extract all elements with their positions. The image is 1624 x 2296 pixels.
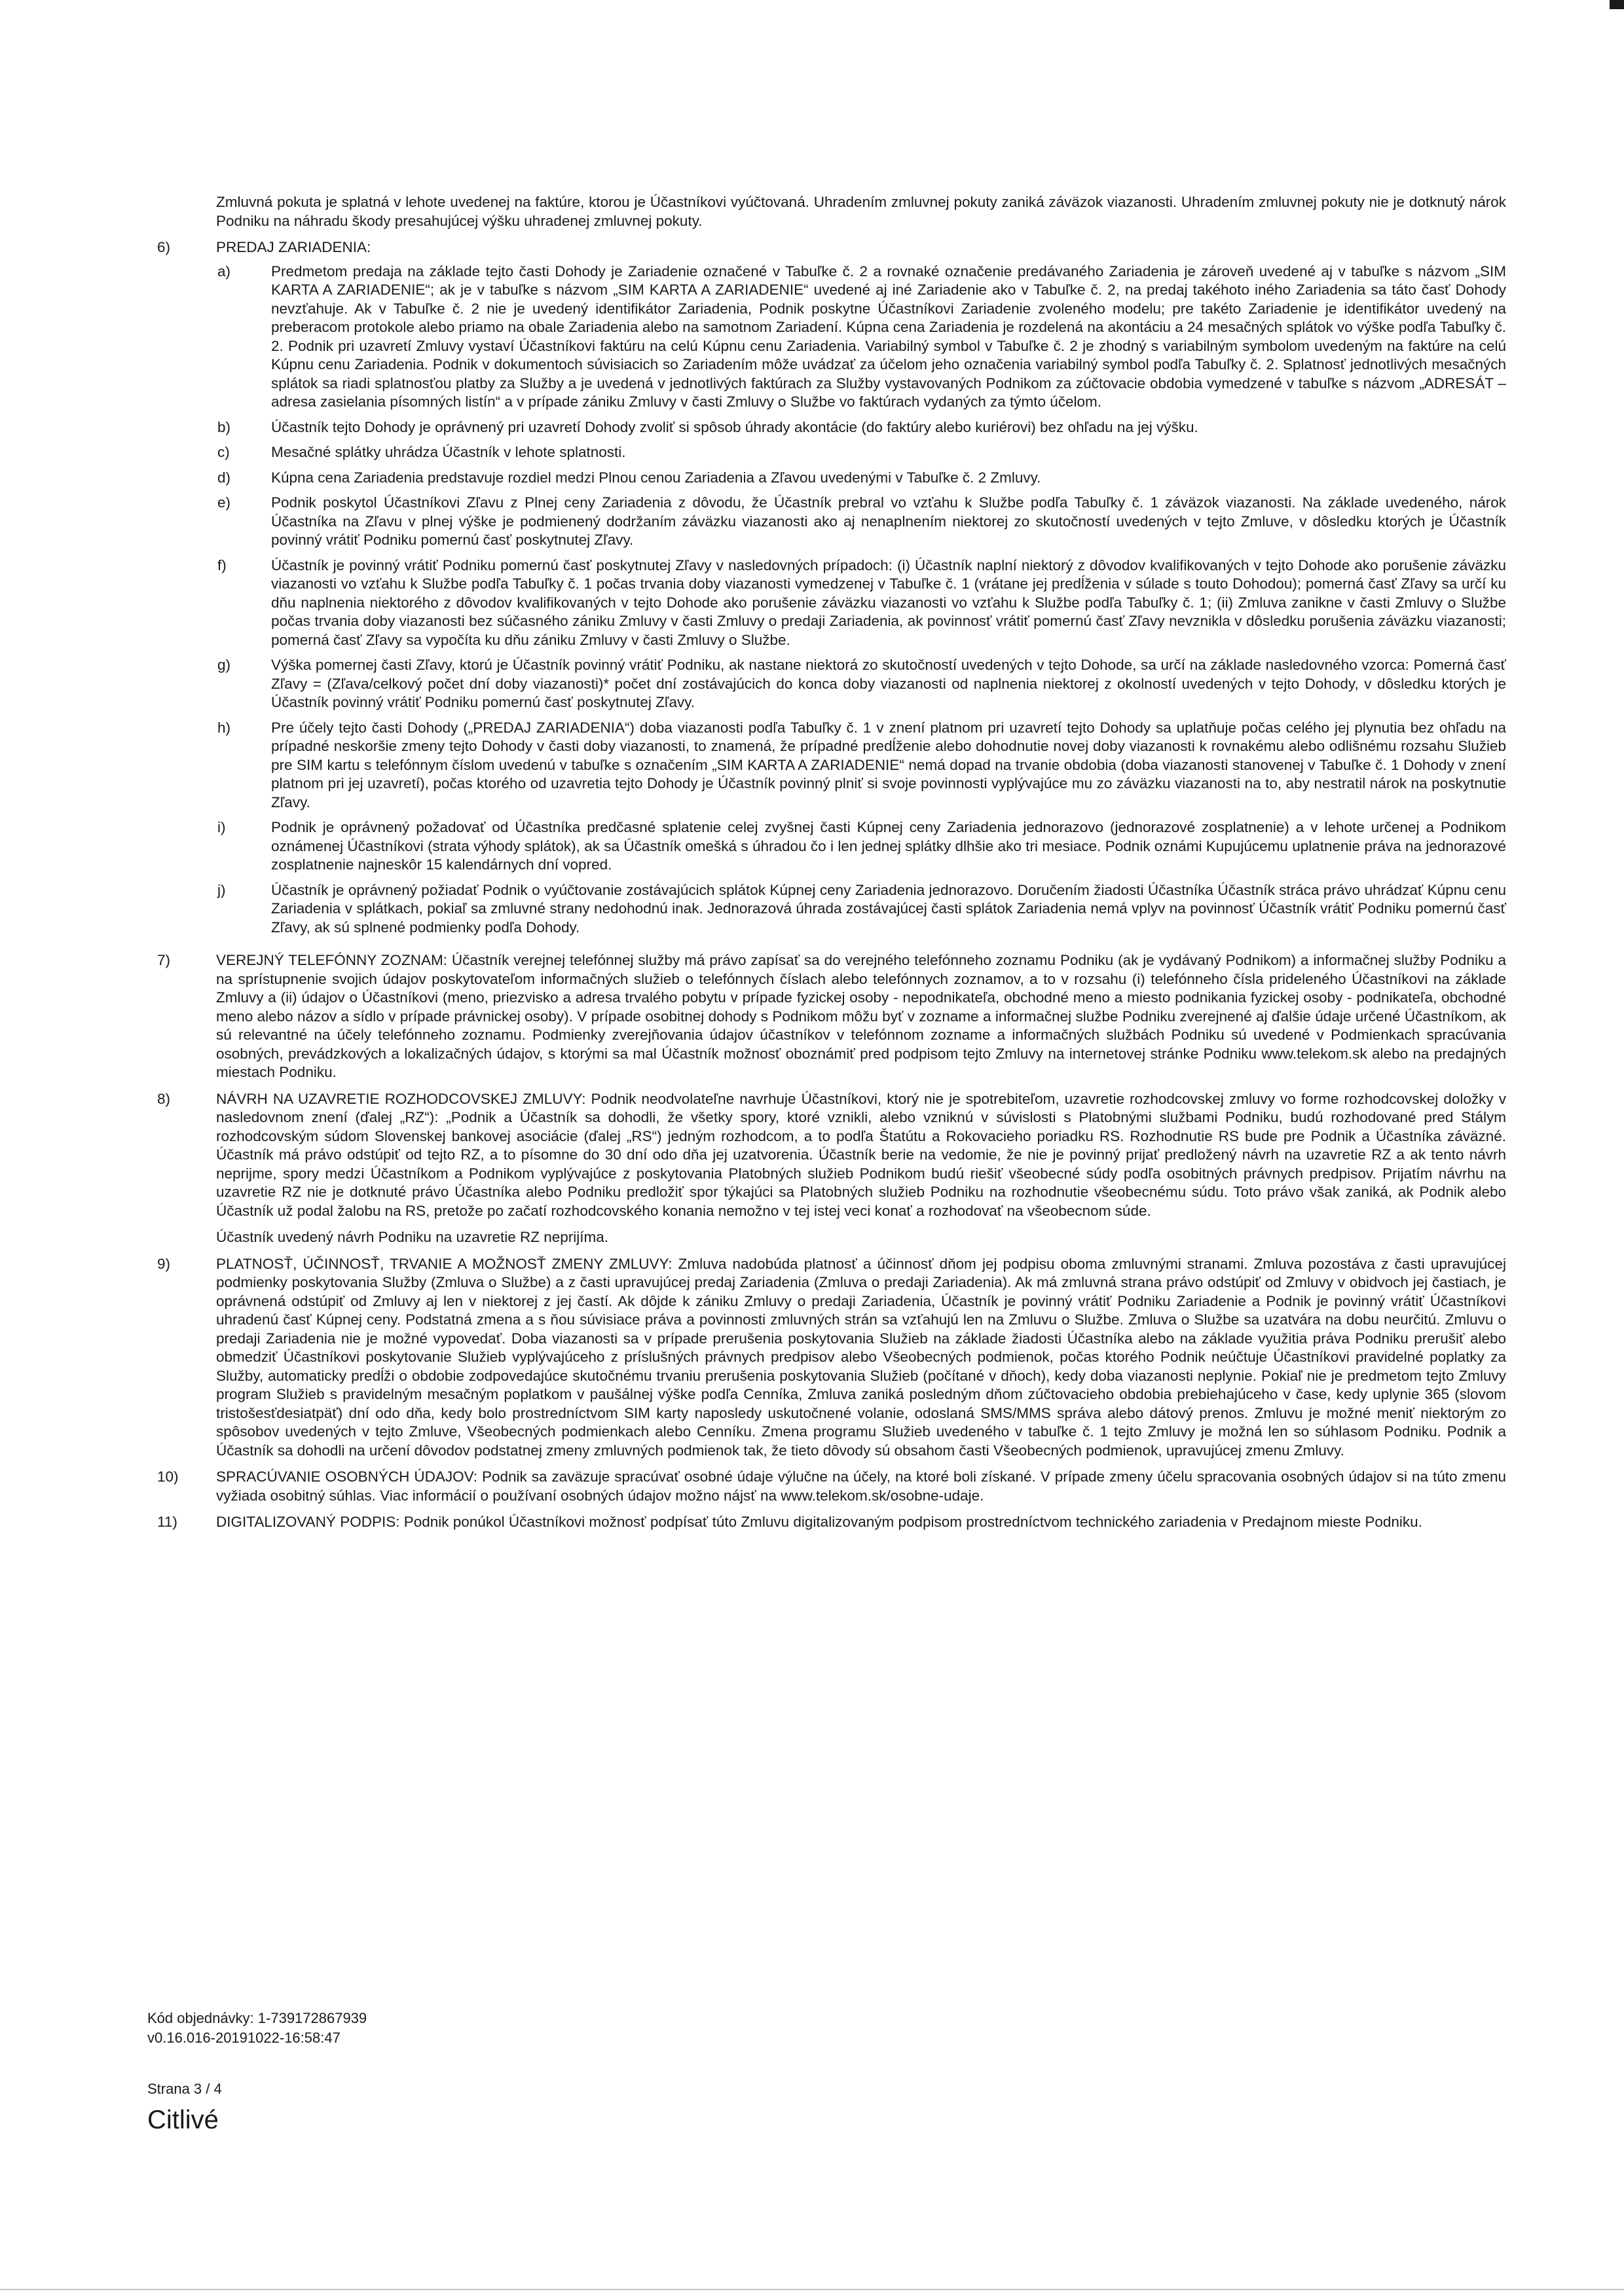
section-heading: PREDAJ ZARIADENIA: xyxy=(216,239,371,255)
section-text: DIGITALIZOVANÝ PODPIS: Podnik ponúkol Účastníkovi možnosť podpísať túto Zmluvu digitalizovaným podpisom prostredníctvom technického zariadenia v Predajnom mieste Podniku. xyxy=(216,1514,1422,1530)
section-text: PLATNOSŤ, ÚČINNOSŤ, TRVANIE A MOŽNOSŤ ZMENY ZMLUVY: Zmluva nadobúda platnosť a účinnosť dňom jej podpisu oboma zmluvnými stranami. Zmluva pozostáva z časti upravujúcej podmienky poskytovania Služby (Zmluva o Službe) a z časti upravujúcej predaj Zariadenia (Zmluva o predaji Zariadenia). Ak má zmluvná strana právo odstúpiť od Zmluvy v obidvoch jej častiach, je oprávnená odstúpiť od Zmluvy aj len v niektorej z jej častí. Ak dôjde k zániku Zmluvy o predaji Zariadenia, Účastník je povinný vrátiť Podniku Zariadenie a Podnik je povinný vrátiť Účastníkovi uhradenú časť Kúpnej ceny. Podstatná zmena a s ňou súvisiace práva a povinnosti zmluvných strán sa vzťahujú len na Zmluvu o Službe. Zmluva o Službe sa uzatvára na dobu neurčitú. Zmluvu o predaji Zariadenia nie je možné vypovedať. Doba viazanosti sa v prípade prerušenia poskytovania Služieb na základe žiadosti Účastníka alebo na základe využitia práva Podniku prerušiť alebo obmedziť Účastníkovi poskytovanie Služieb vyplývajúceho z príslušných právnych predpisov alebo Všeobecných podmienok, počas ktorého Podnik neúčtuje Účastníkovi pravidelné poplatky za Služby, automaticky predĺži o obdobie zodpovedajúce skutočnému trvaniu prerušenia poskytovania Služieb (počítané v dňoch), kedy doba viazanosti neplynie. Pokiaľ nie je predmetom tejto Zmluvy program Služieb s pravidelným mesačným poplatkom v paušálnej výške podľa Cenníka, Zmluva zaniká posledným dňom zúčtovacieho obdobia prebiehajúceho v čase, kedy uplynie 365 (slovom tristošesťdesiatpäť) dní odo dňa, kedy bolo prostredníctvom SIM karty naposledy uskutočnené volanie, odoslaná SMS/MMS správa alebo dátový prenos. Zmluvu je možné meniť niektorým zo spôsobov uvedených v tejto Zmluve, Všeobecných podmienkach alebo Cenníku. Zmena programu Služieb uvedeného v tabuľke č. 1 tejto Zmluvy je možná len so súhlasom Podniku. Podnik a Účastník sa dohodli na určení dôvodov podstatnej zmeny zmluvných podmienok tak, že tieto dôvody sú obsahom časti Všeobecných podmienok, upravujúcej zmenu Zmluvy. xyxy=(216,1255,1506,1459)
section-body xyxy=(216,1468,1506,1505)
subsection-text: Podnik je oprávnený požadovať od Účastníka predčasné splatenie celej zvyšnej časti Kúpnej ceny Zariadenia jednorazovo (jednorazové zosplatnenie) a v lehote určenej a Podnikom oznámenej Účastníkovi (strata výhody splátok), ak sa Účastník omešká s úhradou čo i len jednej splátky dlhšie ako tri mesiace. Podnik oznámi Kupujúcemu uplatnenie práva na jednorazové zosplatnenie najneskôr 15 kalendárnych dní vopred. xyxy=(271,819,1506,873)
section-body xyxy=(216,1255,1506,1461)
section-body xyxy=(216,1090,1506,1247)
section-text: VEREJNÝ TELEFÓNNY ZOZNAM: Účastník verejnej telefónnej služby má právo zapísať sa do verejného telefónneho zoznamu Podniku (ak je vydávaný Podnikom) a informačnej služby Podniku a na sprístupnenie svojich údajov poskytovateľom informačných služieb o telefónnych číslach alebo telefónnych zoznamov, a to v rozsahu (i) telefónneho čísla prideleného Účastníkovi na základe Zmluvy a (ii) údajov o Účastníkovi (meno, priezvisko a adresa trvalého pobytu v prípade fyzickej osoby - nepodnikateľa, obchodné meno a miesto podnikania fyzickej osoby - podnikateľa, obchodné meno alebo názov a sídlo v prípade právnickej osoby). V prípade osobitnej dohody s Podnikom môžu byť v zozname a informačnej službe Podniku zverejnené aj ďalšie údaje určené Účastníkom, ak sú relevantné na účely telefónneho zoznamu. Podmienky zverejňovania údajov účastníkov v telefónnom zozname a informačných službách Podniku sú uvedené v Podmienkach spracúvania osobných, prevádzkových a lokalizačných údajov, s ktorými sa mal Účastník možnosť oboznámiť pred podpisom tejto Zmluvy na internetovej stránke Podniku www.telekom.sk alebo na predajných miestach Podniku. xyxy=(216,952,1506,1080)
subsection-i xyxy=(216,818,1506,875)
section-text: SPRACÚVANIE OSOBNÝCH ÚDAJOV: Podnik sa zaväzuje spracúvať osobné údaje výlučne na účely, na ktoré boli získané. V prípade zmeny účelu spracovania osobných údajov si na túto zmenu vyžiada osobitný súhlas. Viac informácií o používaní osobných údajov možno nájsť na www.telekom.sk/osobne-udaje. xyxy=(216,1468,1506,1504)
subsection-letter: j) xyxy=(217,881,226,898)
section-body xyxy=(216,238,1506,943)
subsection-text: Pre účely tejto časti Dohody („PREDAJ ZARIADENIA“) doba viazanosti podľa Tabuľky č. 1 v znení platnom pri uzavretí tejto Dohody sa uplatňuje počas celého jej plynutia bez ohľadu na prípadné neskoršie zmeny tejto Dohody v časti doby viazanosti, to znamená, že prípadné predĺženie alebo dohodnutie novej doby viazanosti k rovnakému alebo odlišnému rozsahu Služieb pre SIM kartu s telefónnym číslom uvedenú v tabuľke s označením „SIM KARTA A ZARIADENIE“ nemá dopad na trvanie obdobia (doba viazanosti stanovenej v Tabuľke č. 1 Dohody v znení platnom pri jej uzavretí), počas ktorého od uzavretia tejto Dohody je Účastník povinný plniť si svoje povinnosti vyplývajúce mu zo záväzku viazanosti na to, aby nestratil nárok na poskytnutie Zľavy. xyxy=(271,719,1506,811)
section-number: 11) xyxy=(157,1514,177,1530)
subsection-text: Účastník tejto Dohody je oprávnený pri uzavretí Dohody zvoliť si spôsob úhrady akontácie (do faktúry alebo kuriérovi) bez ohľadu na jej výšku. xyxy=(271,418,1198,435)
section-number: 7) xyxy=(157,952,171,968)
intro-paragraph: Zmluvná pokuta je splatná v lehote uvedenej na faktúre, ktorou je Účastníkovi vyúčtovaná. Uhradením zmluvnej pokuty zaniká záväzok viazanosti. Uhradením zmluvnej pokuty nie je dotknutý nárok Podniku na náhradu škody presahujúcej výšku uhradenej zmluvnej pokuty. xyxy=(216,194,1506,229)
section-body xyxy=(216,1513,1506,1532)
document-version: v0.16.016-20191022-16:58:47 xyxy=(147,2030,341,2046)
subsection-letter: h) xyxy=(217,719,231,736)
scan-corner-mark xyxy=(1610,0,1624,9)
subsection-j xyxy=(216,881,1506,938)
section-11 xyxy=(157,1513,1506,1532)
subsection-letter: f) xyxy=(217,556,227,574)
page-footer xyxy=(147,2009,367,2136)
section-text: NÁVRH NA UZAVRETIE ROZHODCOVSKEJ ZMLUVY: Podnik neodvolateľne navrhuje Účastníkovi, ktorý nie je spotrebiteľom, uzavretie rozhodcovskej zmluvy vo forme rozhodcovskej doložky v nasledovnom znení (ďalej „RZ“): „Podnik a Účastník sa dohodli, že všetky spory, ktoré vznikli, alebo vzniknú v súvislosti s Platobnými službami Podniku, budú rozhodované pred Stálym rozhodcovským súdom Slovenskej bankovej asociácie (ďalej „RS“) jedným rozhodcom, a to podľa Štatútu a Rokovacieho poriadku RS. Rozhodnutie RS bude pre Podnik a Účastníka záväzné. Účastník má právo odstúpiť od tejto RZ, a to písomne do 30 dní odo dňa jej uzatvorenia. Účastník berie na vedomie, že nie je povinný prijať predložený návrh na uzavretie RZ a ak tento návrh neprijme, spory medzi Účastníkom a Podnikom vyplývajúce z poskytovania Platobných služieb Podnikom budú riešiť všeobecné súdy podľa osobitných právnych predpisov. Prijatím návrhu na uzavretie RZ nie je dotknuté právo Účastníka alebo Podniku predložiť spor týkajúci sa Platobných služieb Podniku na rozhodnutie všeobecnému súdu. Toto právo však zaniká, ak Podnik alebo Účastník už podal žalobu na RS, pretože po začatí rozhodcovského konania nemožno v tej istej veci konať a rozhodovať na všeobecnom súde. xyxy=(216,1090,1506,1219)
section-number: 8) xyxy=(157,1090,171,1107)
subsection-text: Účastník je oprávnený požiadať Podnik o vyúčtovanie zostávajúcich splátok Kúpnej ceny Zariadenia jednorazovo. Doručením žiadosti Účastníka Účastník stráca právo uhrádzať Kúpnu cenu Zariadenia v splátkach, pokiaľ sa zmluvné strany nedohodnú inak. Jednorazová úhrada zostávajúcej časti splátok Zariadenia nemá vplyv na povinnosť Účastník vrátiť Podniku pomernú časť Zľavy, ak sú splnené podmienky podľa Dohody. xyxy=(271,881,1506,936)
section-7 xyxy=(157,951,1506,1082)
subsection-d xyxy=(216,469,1506,488)
subsection-letter: g) xyxy=(217,657,231,673)
subsection-letter: e) xyxy=(217,494,231,511)
subsection-text: Mesačné splátky uhrádza Účastník v lehote splatnosti. xyxy=(271,444,626,460)
subsection-text: Predmetom predaja na základe tejto časti Dohody je Zariadenie označené v Tabuľke č. 2 a rovnaké označenie predávaného Zariadenia je zároveň uvedené aj v tabuľke s názvom „SIM KARTA A ZARIADENIE“; ak je v tabuľke s názvom „SIM KARTA A ZARIADENIE“ uvedené aj iné Zariadenie ako v Tabuľke č. 2, na predaj takéhoto iného Zariadenia sa táto časť Dohody nevzťahuje. Ak v Tabuľke č. 2 nie je uvedený identifikátor Zariadenia, Podnik poskytne Účastníkovi Zariadenie zvoleného modelu; pre takéto Zariadenie je identifikátor uvedený na preberacom protokole alebo priamo na obale Zariadenia alebo na samotnom Zariadení. Kúpna cena Zariadenia je rozdelená na akontáciu a 24 mesačných splátok vo výške podľa Tabuľky č. 2. Podnik pri uzavretí Zmluvy vystaví Účastníkovi faktúru na celú Kúpnu cenu Zariadenia. Variabilný symbol v Tabuľke č. 2 je zhodný s variabilným symbolom uvedeným na faktúre na celú Kúpnu cenu Zariadenia. Podnik v dokumentoch súvisiacich so Zariadením môže uvádzať za účelom jeho označenia variabilný symbol podľa Tabuľky č. 2. Splatnosť jednotlivých mesačných splátok sa riadi splatnosťou platby za Služby a je uvedená v jednotlivých faktúrach za Služby vystavovaných Podnikom za zúčtovacie obdobia vymedzené v tabuľke s názvom „ADRESÁT – adresa zasielania písomných listín“ a v prípade zániku Zmluvy v časti Zmluvy o Službe vo faktúrach vydaných za týmto účelom. xyxy=(271,263,1506,410)
subsection-g xyxy=(216,656,1506,712)
section-body xyxy=(216,951,1506,1082)
section-6 xyxy=(157,238,1506,943)
subsection-h xyxy=(216,719,1506,812)
section-10 xyxy=(157,1468,1506,1505)
section-number: 6) xyxy=(157,239,171,255)
sensitivity-label: Citlivé xyxy=(147,2105,219,2134)
subsection-b xyxy=(216,418,1506,437)
section-number: 10) xyxy=(157,1468,179,1485)
subsection-text: Kúpna cena Zariadenia predstavuje rozdiel medzi Plnou cenou Zariadenia a Zľavou uvedenými v Tabuľke č. 2 Zmluvy. xyxy=(271,469,1041,486)
order-code: Kód objednávky: 1-739172867939 xyxy=(147,2010,367,2026)
subsection-e xyxy=(216,494,1506,550)
subsection-letter: c) xyxy=(217,444,230,460)
subsection-text: Účastník je povinný vrátiť Podniku pomernú časť poskytnutej Zľavy v nasledovných prípadoch: (i) Účastník naplní niektorý z dôvodov kvalifikovaných v tejto Dohode ako porušenie záväzku viazanosti vo vzťahu k Službe podľa Tabuľky č. 1 počas trvania doby viazanosti vymedzenej v Tabuľke č. 1 (vrátane jej predĺženia v súlade s touto Dohodou); pomerná časť Zľavy sa určí ku dňu naplnenia niektorého z dôvodov kvalifikovaných v tejto Dohode ako porušenie záväzku viazanosti vo vzťahu k Službe podľa Tabuľky č. 1; (ii) Zmluva zanikne v časti Zmluvy o Službe počas trvania doby viazanosti bez súčasného zániku Zmluvy v časti Zmluvy o predaji Zariadenia, ak povinnosť vrátiť pomernú časť Zľavy nevznikla v dôsledku porušenia záväzku viazanosti; pomerná časť Zľavy sa vypočíta ku dňu zániku Zmluvy v časti Zmluvy o Službe. xyxy=(271,556,1506,648)
subsection-letter: d) xyxy=(217,469,231,486)
section-8 xyxy=(157,1090,1506,1247)
section-number: 9) xyxy=(157,1255,171,1272)
subsection-letter: a) xyxy=(217,263,231,280)
subsection-letter: i) xyxy=(217,819,226,835)
subsection-letter: b) xyxy=(217,418,231,435)
subsection-c xyxy=(216,443,1506,462)
page-number: Strana 3 / 4 xyxy=(147,2081,222,2097)
subsection-a xyxy=(216,263,1506,412)
subsection-text: Podnik poskytol Účastníkovi Zľavu z Plnej ceny Zariadenia z dôvodu, že Účastník prebral vo vzťahu k Službe podľa Tabuľky č. 1 záväzok viazanosti. Na základe uvedeného, nárok Účastníka na Zľavu v plnej výške je podmienený dodržaním záväzku viazanosti ako aj nenaplnením niektorej zo skutočností uvedených v tejto Zmluve, v dôsledku ktorých je Účastník povinný vrátiť Podniku pomernú časť poskytnutej Zľavy. xyxy=(271,494,1506,548)
section-9 xyxy=(157,1255,1506,1461)
subsection-f xyxy=(216,556,1506,650)
subsection-text: Výška pomernej časti Zľavy, ktorú je Účastník povinný vrátiť Podniku, ak nastane niektorá zo skutočností uvedených v tejto Dohode, sa určí na základe nasledovného vzorca: Pomerná časť Zľavy = (Zľava/celkový počet dní doby viazanosti)* počet dní zostávajúcich do konca doby viazanosti od naplnenia niektorej z okolností uvedených v tejto Dohody, v dôsledku ktorých je Účastník povinný vrátiť Podniku pomernú časť poskytnutej Zľavy. xyxy=(271,657,1506,710)
section-note: Účastník uvedený návrh Podniku na uzavretie RZ neprijíma. xyxy=(216,1229,609,1245)
scan-bottom-edge xyxy=(0,2289,1624,2290)
contract-body xyxy=(157,193,1506,1532)
